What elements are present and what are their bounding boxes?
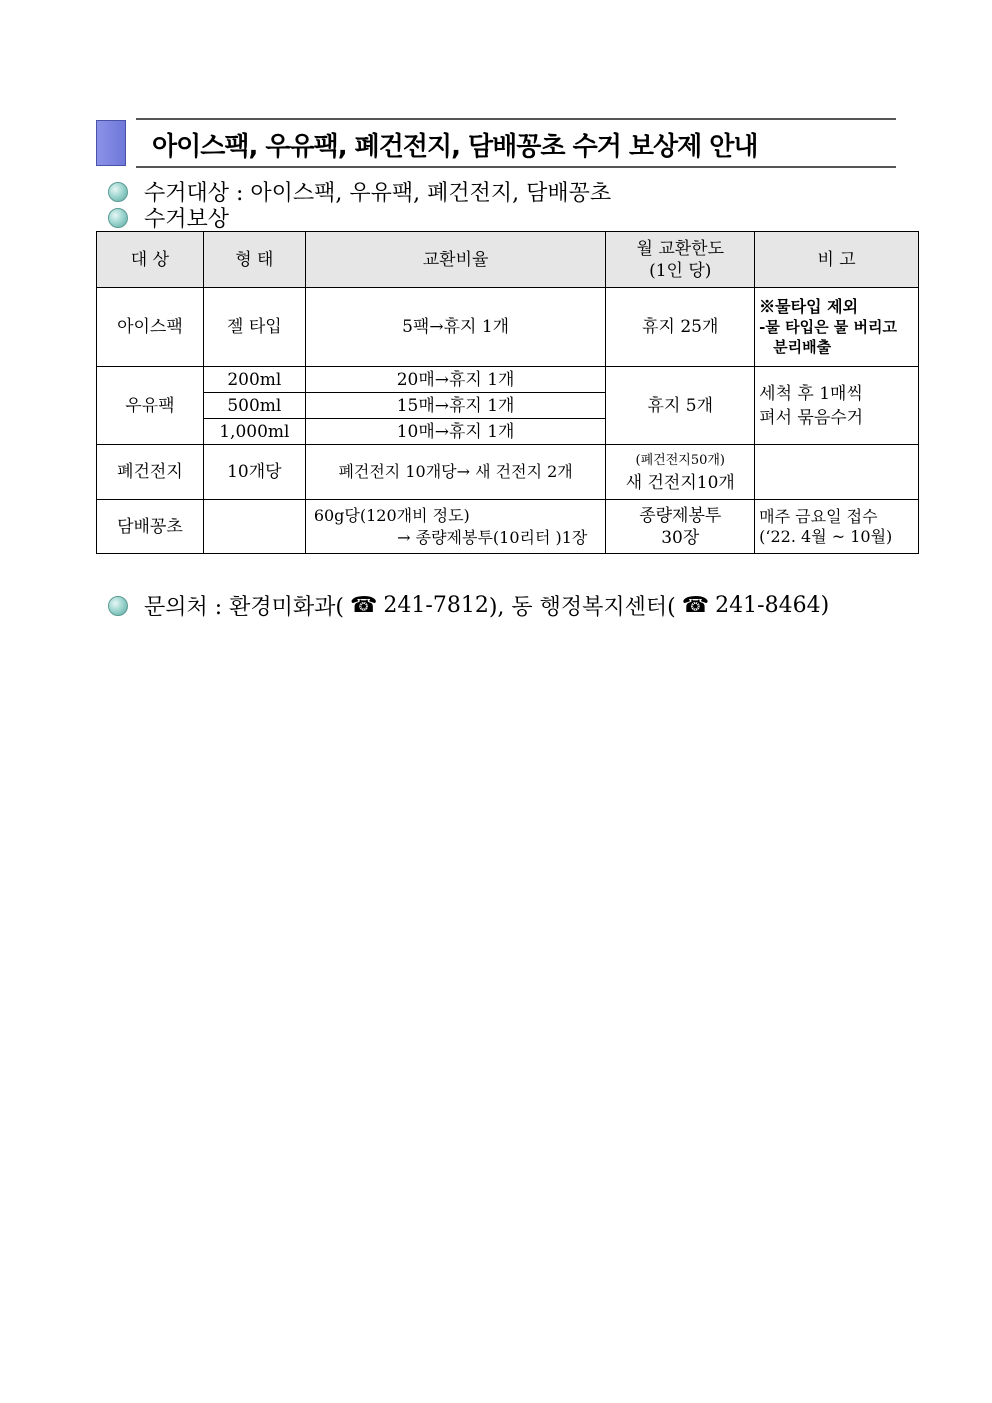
header-remark: 비 고: [755, 232, 919, 288]
header-limit-line1: 월 교환한도: [636, 238, 725, 259]
telephone-icon: ☎: [350, 593, 378, 618]
milk-target: 우유팩: [97, 367, 204, 445]
milk-remark-line1: 세척 후 1매씩: [759, 383, 863, 404]
icepack-remark-line2: -물 타입은 물 버리고: [759, 318, 897, 336]
table-row-icepack: [97, 288, 919, 367]
cigarette-remark-line2: (‘22. 4월 ~ 10월): [759, 526, 893, 546]
milk-size-1000: 1,000ml: [203, 419, 305, 445]
table-row-battery: [97, 445, 919, 500]
icepack-limit: 휴지 25개: [606, 288, 755, 367]
bullet-reward-text: 수거보상: [144, 207, 230, 232]
contact-line: [108, 590, 829, 621]
milk-limit: 휴지 5개: [606, 367, 755, 445]
icepack-remark-line3: 분리배출: [773, 338, 832, 356]
cigarette-limit: [606, 500, 755, 554]
bullet-reward: [108, 202, 229, 233]
battery-limit-line2: 새 건전지10개: [625, 473, 735, 493]
milk-ratio-500: 15매→휴지 1개: [305, 393, 606, 419]
table-header-row: [97, 232, 919, 288]
battery-ratio: 폐건전지 10개당→ 새 건전지 2개: [305, 445, 606, 500]
battery-limit-line1: (폐건전지50개): [635, 453, 726, 468]
bullet-icon: [108, 208, 128, 228]
milk-remark-line2: 펴서 묶음수거: [759, 407, 864, 428]
telephone-icon: ☎: [681, 593, 710, 618]
header-limit-line2: (1인 당): [649, 260, 712, 281]
title-rule-top: [136, 118, 896, 120]
contact-label: 문의처 : 환경미화과(: [144, 595, 344, 620]
bullet-icon: [108, 596, 128, 616]
title-accent-block: [96, 120, 126, 166]
header-form: 형 태: [203, 232, 305, 288]
table-row-milk-1: [97, 367, 919, 393]
cigarette-remark: [755, 500, 919, 554]
header-limit: [606, 232, 755, 288]
bullet-icon: [108, 182, 128, 202]
cigarette-limit-line2: 30장: [661, 527, 700, 548]
contact-mid: ), 동 행정복지센터(: [488, 595, 676, 620]
milk-ratio-1000: 10매→휴지 1개: [305, 419, 606, 445]
milk-remark: [755, 367, 919, 445]
header-ratio: 교환비율: [305, 232, 606, 288]
cigarette-remark-line1: 매주 금요일 접수: [759, 506, 878, 526]
title-banner: [96, 118, 896, 170]
battery-limit: [606, 445, 755, 500]
milk-size-200: 200ml: [203, 367, 305, 393]
milk-ratio-200: 20매→휴지 1개: [305, 367, 606, 393]
page-title: 아이스팩, 우유팩, 폐건전지, 담배꽁초 수거 보상제 안내: [152, 132, 758, 162]
cigarette-limit-line1: 종량제봉투: [639, 505, 722, 526]
cigarette-form: [203, 500, 305, 554]
battery-remark: [755, 445, 919, 500]
icepack-ratio: 5팩→휴지 1개: [305, 288, 606, 367]
icepack-remark: [755, 288, 919, 367]
title-rule-bottom: [136, 166, 896, 168]
battery-target: 폐건전지: [97, 445, 204, 500]
header-target: 대 상: [97, 232, 204, 288]
contact-end: ): [820, 593, 830, 618]
bullet-target-text: 수거대상 : 아이스팩, 우유팩, 폐건전지, 담배꽁초: [144, 181, 612, 206]
contact-phone-1: 241-7812: [383, 593, 489, 618]
table-row-cigarette: [97, 500, 919, 554]
icepack-form: 젤 타입: [203, 288, 305, 367]
battery-form: 10개당: [203, 445, 305, 500]
contact-phone-2: 241-8464: [715, 593, 821, 618]
cigarette-ratio: [305, 500, 606, 554]
cigarette-ratio-line2: → 종량제봉투(10리터 )1장: [397, 527, 588, 547]
icepack-target: 아이스팩: [97, 288, 204, 367]
reward-table: [96, 231, 919, 554]
milk-size-500: 500ml: [203, 393, 305, 419]
cigarette-ratio-line1: 60g당(120개비 정도): [313, 505, 470, 525]
icepack-remark-line1: ※물타입 제외: [759, 297, 859, 316]
cigarette-target: 담배꽁초: [97, 500, 204, 554]
